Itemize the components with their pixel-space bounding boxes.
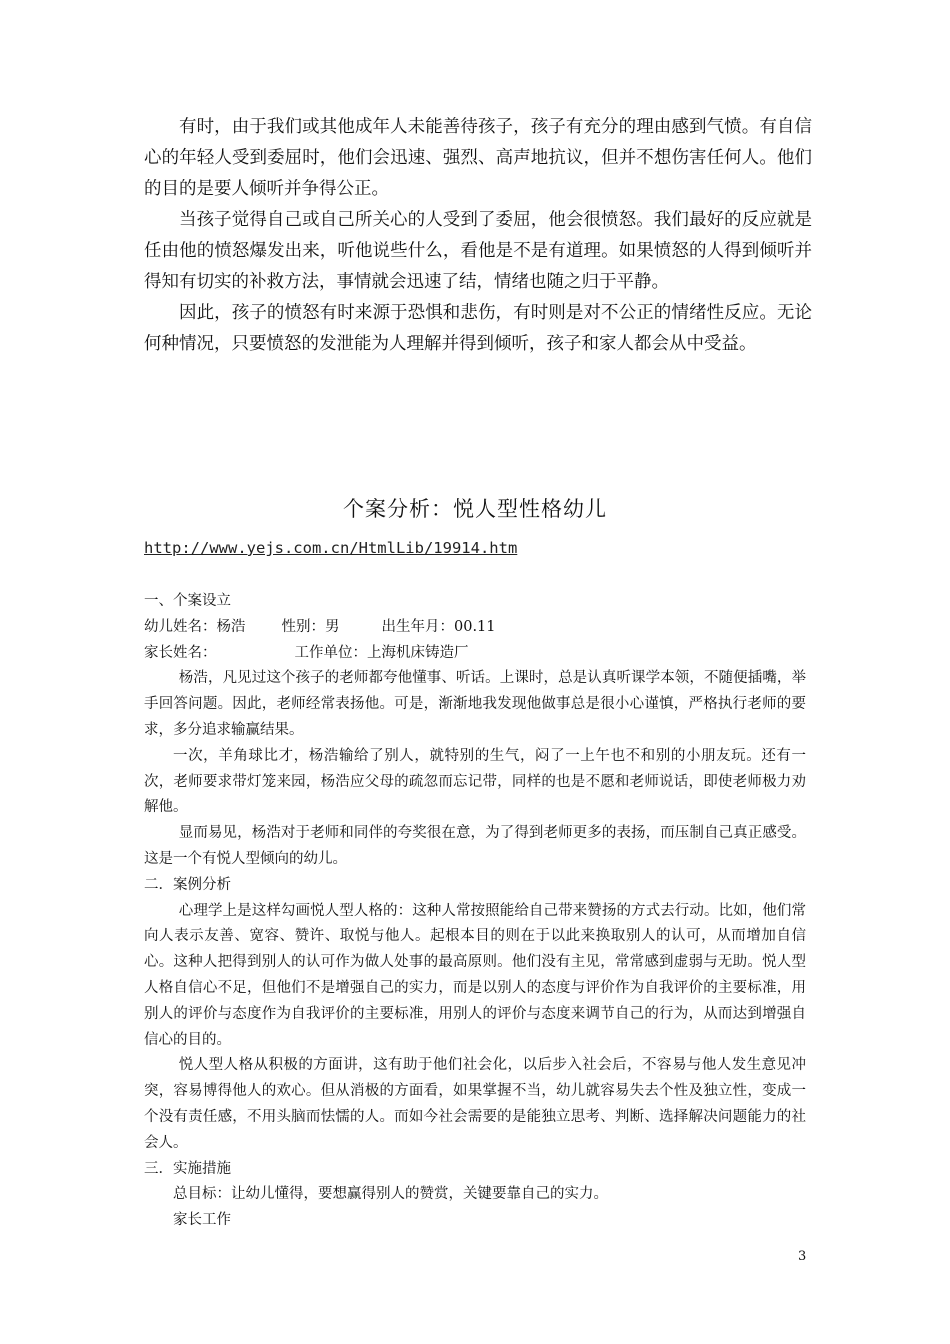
essay-paragraph-1: 有时，由于我们或其他成年人未能善待孩子，孩子有充分的理由感到气愤。有自信心的年轻人受到委屈时，他们会迅速、强烈、高声地抗议，但并不想伤害任何人。他们的目的是要人倾听并争得公正。: [144, 117, 812, 199]
case-paragraph-1: 杨浩，凡见过这个孩子的老师都夸他懂事、听话。上课时，总是认真听课学本领，不随便插嘴，举手回答问题。因此，老师经常表扬他。可是，渐渐地我发现他做事总是很小心谨慎，严格执行老师的要求，多分追求输赢结果。: [144, 670, 806, 738]
case-paragraph-3: 显而易见，杨浩对于老师和同伴的夸奖很在意，为了得到老师更多的表扬，而压制自己真正感受。这是一个有悦人型倾向的幼儿。: [144, 825, 806, 867]
essay-paragraph-3: 因此，孩子的愤怒有时来源于恐惧和悲伤，有时则是对不公正的情绪性反应。无论何种情况，只要愤怒的发泄能为人理解并得到倾听，孩子和家人都会从中受益。: [144, 303, 812, 354]
parent-name-field: 家长姓名：: [144, 644, 217, 661]
section-2-heading: 二．案例分析: [144, 876, 231, 893]
parent-info-row: [144, 641, 806, 667]
work-unit-field: 工作单位：上海机床铸造厂: [294, 644, 469, 661]
case-paragraph-2: 一次，羊角球比才，杨浩输给了别人，就特别的生气，闷了一上午也不和别的小朋友玩。还有一次，老师要求带灯笼来园，杨浩应父母的疏忽而忘记带，同样的也是不愿和老师说话，即使老师极力劝解他。: [144, 747, 806, 816]
anger-essay-section: [144, 112, 812, 360]
analysis-paragraph-1: 心理学上是这样勾画悦人型人格的：这种人常按照能给自己带来赞扬的方式去行动。比如，他们常向人表示友善、宽容、赞许、取悦与他人。起根本目的则在于以此来换取别人的认可，从而增加自信心。这种人把得到别人的认可作为做人处事的最高原则。他们没有主见，常常感到虚弱与无助。悦人型人格自信心不足，但他们不是增强自己的实力，而是以别人的态度与评价作为自我评价的主要标准，用别人的评价与态度作为自我评价的主要标准，用别人的评价与态度来调节自己的行为，从而达到增强自信心的目的。: [144, 902, 806, 1048]
child-name-field: 幼儿姓名：杨浩: [144, 618, 246, 635]
article-title: 个案分析：悦人型性格幼儿: [343, 497, 607, 521]
section-1-heading: 一、个案设立: [144, 593, 231, 609]
case-study-body: [144, 589, 806, 1234]
source-url-link[interactable]: http://www.yejs.com.cn/HtmlLib/19914.htm: [144, 539, 518, 557]
parent-work-heading: 家长工作: [173, 1212, 231, 1229]
page-number: 3: [798, 1249, 807, 1264]
gender-field: 性别：男: [281, 618, 340, 635]
overall-goal: 总目标：让幼儿懂得，要想赢得别人的赞赏，关键要靠自己的实力。: [173, 1186, 608, 1203]
analysis-paragraph-2: 悦人型人格从积极的方面讲，这有助于他们社会化，以后步入社会后，不容易与他人发生意见冲突，容易博得他人的欢心。但从消极的方面看，如果掌握不当，幼儿就容易失去个性及独立性，变成一个没有责任感，不用头脑而怯懦的人。而如今社会需要的是能独立思考、判断、选择解决问题能力的社会人。: [144, 1057, 806, 1151]
birth-date-field: 出生年月：00.11: [381, 618, 496, 635]
child-info-row: [144, 615, 806, 641]
section-3-heading: 三．实施措施: [144, 1160, 231, 1177]
essay-paragraph-2: 当孩子觉得自己或自己所关心的人受到了委屈，他会很愤怒。我们最好的反应就是任由他的愤怒爆发出来，听他说些什么，看他是不是有道理。如果愤怒的人得到倾听并得知有切实的补救方法，事情就会迅速了结，情绪也随之归于平静。: [144, 210, 812, 292]
